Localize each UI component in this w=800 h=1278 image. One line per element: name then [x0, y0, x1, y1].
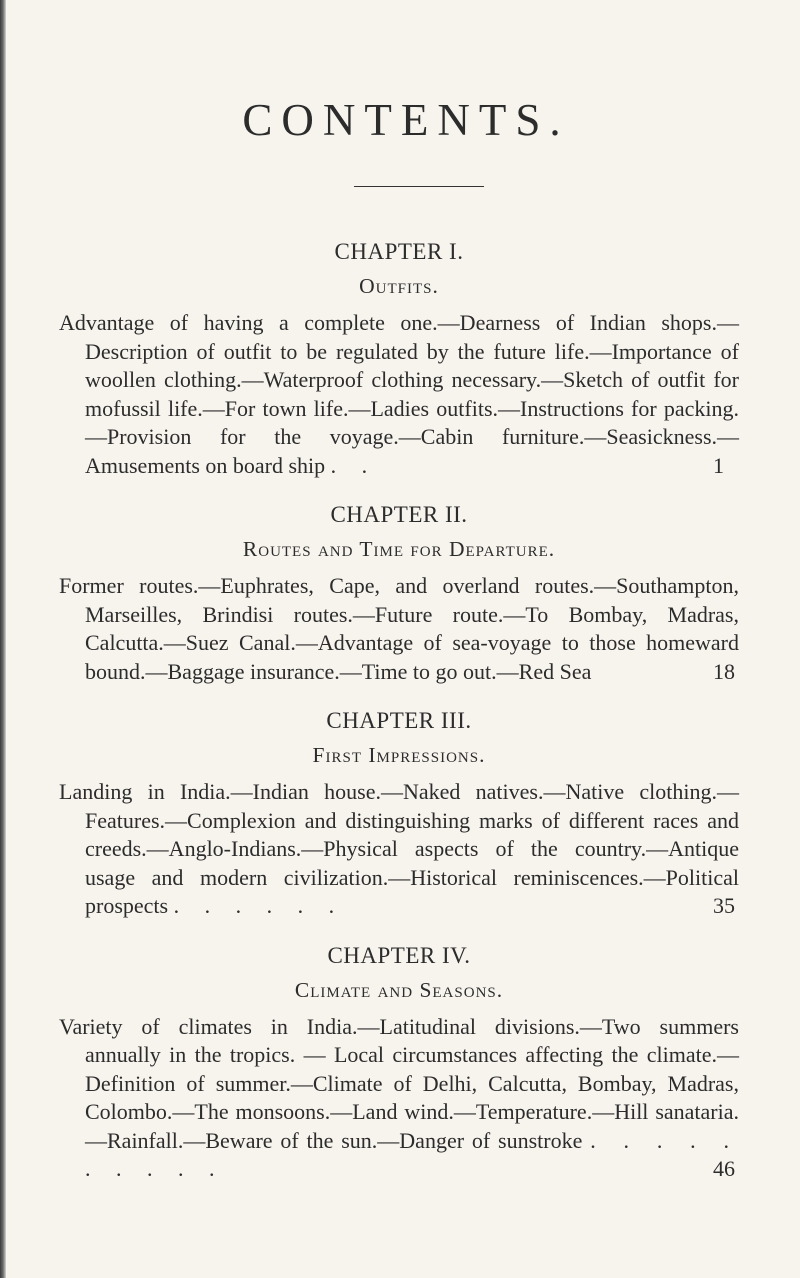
page-title: CONTENTS.	[242, 95, 570, 145]
page-number: 46	[713, 1156, 735, 1181]
summary-text: Former routes.—Euphrates, Cape, and overland routes.—Southampton, Marseilles, Brindisi routes.—Future route.—To Bombay, Madras, Calcutta.—Suez Canal.—Advantage of sea-voyage to those homeward bound.—Baggage insurance.—Time to go out.—Red Sea	[59, 573, 739, 684]
chapter-summary	[59, 778, 739, 921]
chapter-2	[59, 500, 739, 686]
dot-leader: . .	[330, 452, 378, 478]
chapter-title: First Impressions.	[312, 743, 486, 767]
chapter-1	[59, 237, 739, 480]
chapter-title: Routes and Time for Departure.	[242, 537, 556, 561]
page-number: 18	[713, 658, 735, 684]
dot-leader: . . . . . . . . . .	[85, 1127, 739, 1181]
summary-text: Landing in India.—Indian house.—Naked natives.—Native clothing.—Features.—Complexion and distinguishing marks of different races and creeds.—Anglo-Indians.—Physical aspects of the country.—Antique usage and modern civilization.—Historical reminiscences.—Political prospects	[59, 779, 739, 918]
binding-edge	[0, 0, 6, 1278]
chapter-summary	[59, 572, 739, 686]
page-number: 1	[713, 452, 724, 478]
page-number: 35	[713, 893, 735, 918]
chapter-heading: CHAPTER I.	[334, 239, 464, 264]
title-rule	[354, 186, 484, 187]
chapter-title: Climate and Seasons.	[294, 977, 504, 1002]
chapter-summary	[59, 309, 739, 480]
summary-text: Variety of climates in India.—Latitudinal divisions.—Two summers annually in the tropics. — Local circumstances affecting the climate.—Definition of summer.—Climate of Delhi, Calcutta, Bombay, Madras, Colombo.—The monsoons.—Land wind.—Temperature.—Hill sanataria.—Rainfall.—Beware of the sun.—Danger of sunstroke	[59, 1013, 739, 1153]
chapter-heading: CHAPTER II.	[330, 502, 468, 527]
chapter-3	[59, 706, 739, 921]
dot-leader: . . . . . .	[173, 893, 345, 918]
chapter-heading: CHAPTER III.	[326, 708, 472, 733]
summary-text: Advantage of having a complete one.—Dearness of Indian shops.—Description of outfit to be regulated by the future life.—Importance of woollen clothing.—Waterproof clothing necessary.—Sketch of outfit for mofussil life.—For town life.—Ladies outfits.—Instructions for packing.—Provision for the voyage.—Cabin furniture.—Seasickness.—Amusements on board ship	[59, 310, 739, 478]
contents-page	[59, 92, 739, 1184]
chapter-summary	[59, 1013, 739, 1184]
chapter-title: Outfits.	[359, 274, 439, 298]
chapter-heading: CHAPTER IV.	[327, 942, 471, 968]
chapter-4	[59, 941, 739, 1184]
